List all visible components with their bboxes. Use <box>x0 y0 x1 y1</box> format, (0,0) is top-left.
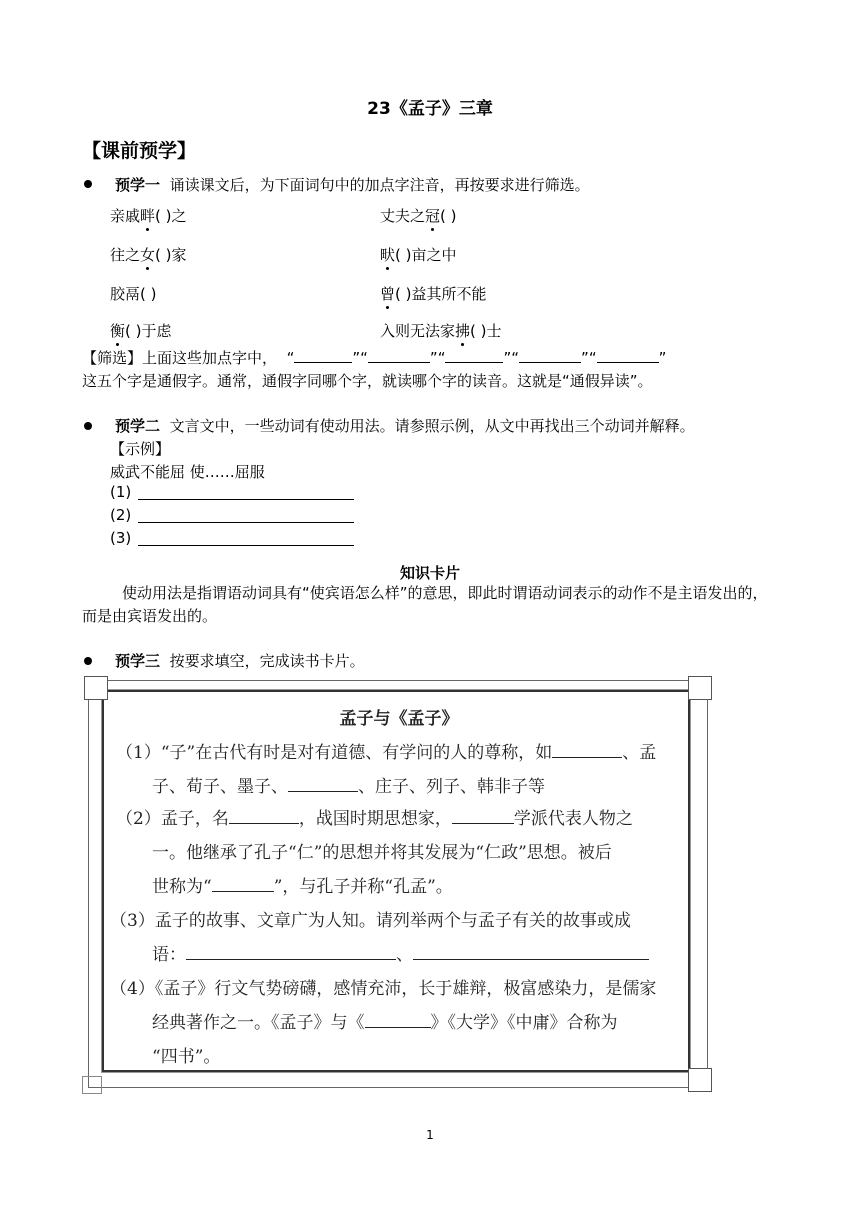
prestudy-3-label: 预学三 <box>115 652 161 670</box>
sift-line-2: 这五个字是通假字。通常，通假字同哪个字，就读哪个字的读音。这就是“通假异读”。 <box>82 372 653 390</box>
card-line-3: （2）孟子，名 ，战国时期思想家， 学派代表人物之 <box>116 809 633 829</box>
prestudy-3-instruction: 按要求填空，完成读书卡片。 <box>169 652 365 670</box>
corner-decoration <box>688 676 712 700</box>
pinyin-item: 往之女( )家 <box>110 246 187 264</box>
answer-blank[interactable] <box>519 348 581 363</box>
card-blank[interactable] <box>552 741 622 758</box>
card-line-8: （4）《孟子》行文气势磅礴，感情充沛，长于雄辩，极富感染力，是儒家 <box>110 979 657 999</box>
page-number: 1 <box>426 1128 434 1142</box>
pinyin-item: 曾( )益其所不能 <box>380 285 487 303</box>
page-stamp-icon <box>82 1076 102 1094</box>
card-line-1: （1）“子”在古代有时是对有道德、有学问的人的尊称，如 、孟 <box>116 743 657 763</box>
answer-blank[interactable] <box>597 348 659 363</box>
answer-number: (1) <box>110 483 132 501</box>
answer-number: (2) <box>110 506 132 524</box>
dotted-char: 畎 <box>380 246 396 264</box>
pinyin-item: 丈夫之冠( ) <box>380 207 457 225</box>
card-blank[interactable] <box>229 807 299 824</box>
bullet-icon <box>84 180 92 188</box>
dotted-char: 曾 <box>380 285 396 303</box>
dotted-char: 女 <box>140 246 156 264</box>
corner-decoration <box>84 676 108 700</box>
answer-blank[interactable] <box>294 348 352 363</box>
card-line-4: 一。他继承了孔子“仁”的思想并将其发展为“仁政”思想。被后 <box>152 843 612 863</box>
example-label: 【示例】 <box>110 440 171 458</box>
prestudy-2-label: 预学二 <box>115 417 161 435</box>
answer-line[interactable] <box>138 499 354 500</box>
section-heading: 【课前预学】 <box>82 140 197 162</box>
prestudy-1-instruction: 诵读课文后，为下面词句中的加点字注音，再按要求进行筛选。 <box>169 176 590 194</box>
card-line-2: 子、荀子、墨子、 、庄子、列子、韩非子等 <box>152 777 545 797</box>
card-line-9: 经典著作之一。《孟子》与《 》《大学》《中庸》合称为 <box>152 1013 618 1033</box>
answer-line[interactable] <box>138 522 354 523</box>
prestudy-1-line <box>115 174 590 195</box>
card-line-10: “四书”。 <box>152 1047 221 1067</box>
page-title: 23《孟子》三章 <box>367 99 493 119</box>
prestudy-2-line <box>115 415 695 436</box>
card-blank[interactable] <box>186 943 396 960</box>
card-line-5: 世称为“ ”，与孔子并称“孔孟”。 <box>152 877 453 897</box>
pinyin-item: 胶鬲( ) <box>110 285 157 303</box>
card-blank[interactable] <box>365 1011 431 1028</box>
dotted-char: 冠 <box>425 207 441 225</box>
answer-number: (3) <box>110 529 132 547</box>
prestudy-1-label: 预学一 <box>115 176 161 194</box>
prestudy-2-instruction: 文言文中，一些动词有使动用法。请参照示例，从文中再找出三个动词并解释。 <box>169 417 695 435</box>
reading-card <box>88 680 710 1090</box>
bullet-icon <box>84 657 92 665</box>
answer-line[interactable] <box>138 545 354 546</box>
dotted-char: 拂 <box>455 322 471 340</box>
card-line-7: 语： 、 <box>152 940 649 965</box>
card-blank[interactable] <box>212 875 274 892</box>
pinyin-item: 衡( )于虑 <box>110 322 172 340</box>
answer-blank[interactable] <box>445 348 503 363</box>
prestudy-3-line <box>115 650 365 671</box>
corner-decoration <box>688 1068 712 1092</box>
answer-blank[interactable] <box>368 348 430 363</box>
bullet-icon <box>84 422 92 430</box>
card-blank[interactable] <box>288 775 358 792</box>
card-line-6: （3）孟子的故事、文章广为人知。请列举两个与孟子有关的故事或成 <box>110 911 631 931</box>
knowledge-card-title: 知识卡片 <box>399 564 460 582</box>
card-title: 孟子与《孟子》 <box>339 709 459 729</box>
card-blank[interactable] <box>413 943 649 960</box>
dotted-char: 衡 <box>110 322 126 340</box>
example-text: 威武不能屈 使……屈服 <box>110 463 265 481</box>
knowledge-card-text: 使动用法是指谓语动词具有“使宾语怎么样”的意思，即此时谓语动词表示的动作不是主语发出的，而是由宾语发出的。 <box>82 584 768 625</box>
dotted-char: 畔 <box>140 207 156 225</box>
sift-line: 【筛选】上面这些加点字中， “ ”“ ”“ ”“ ”“ ” <box>82 349 667 367</box>
pinyin-item: 亲戚畔( )之 <box>110 207 187 225</box>
pinyin-item: 入则无法家拂( )士 <box>380 322 502 340</box>
pinyin-item: 畎( )亩之中 <box>380 246 457 264</box>
dotted-char: 鬲 <box>125 285 141 303</box>
card-blank[interactable] <box>452 807 514 824</box>
